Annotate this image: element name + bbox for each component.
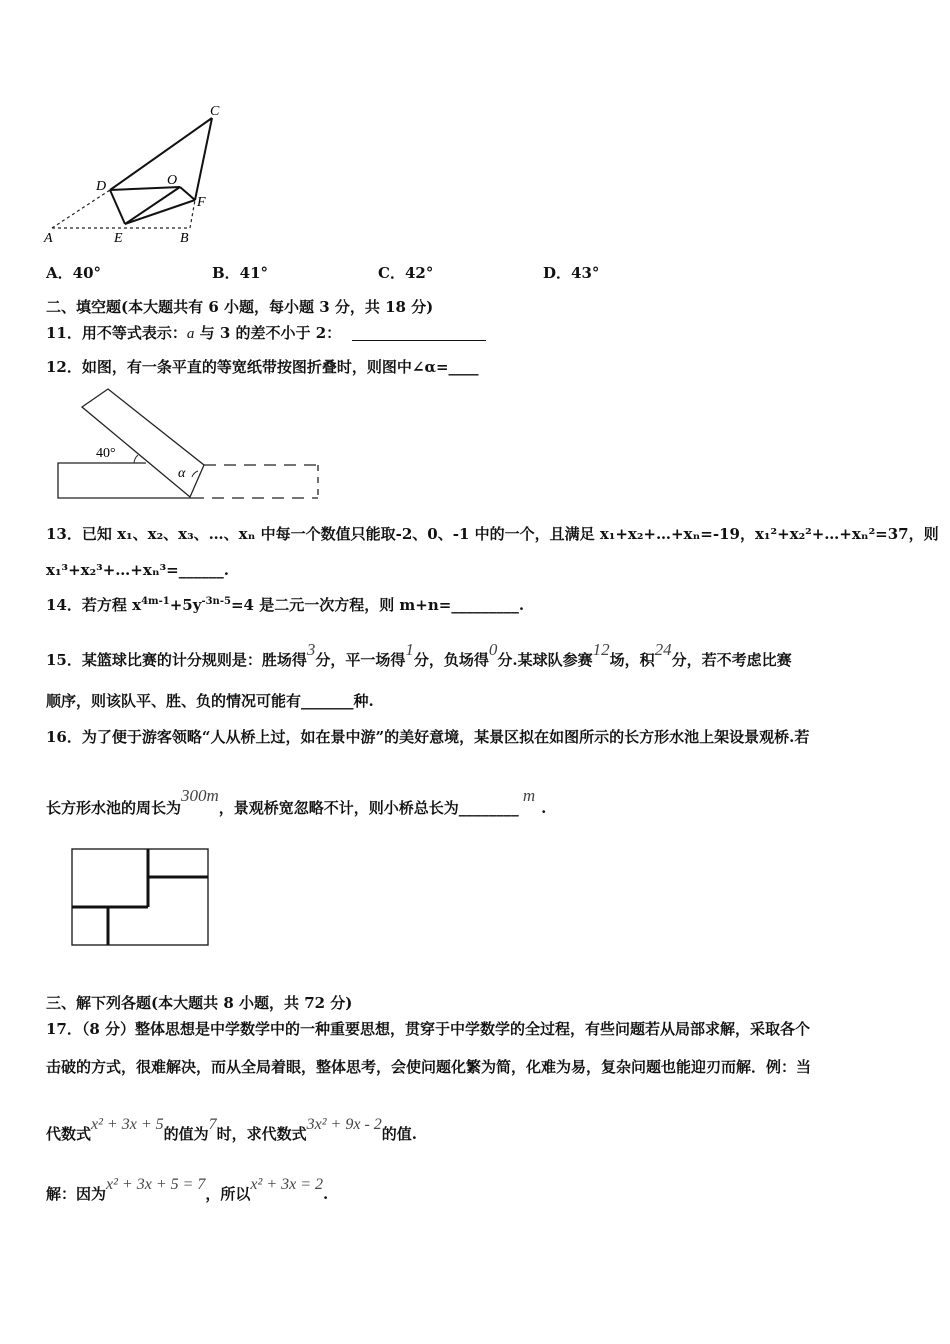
section2-title: 二、填空题(本大题共有 6 小题，每小题 3 分，共 18 分): [46, 298, 434, 316]
question-15-line1: [46, 640, 792, 670]
solution-expression-1: x² + 3x + 5 = 7: [106, 1176, 206, 1193]
question-16-line2: [46, 786, 546, 818]
q15-number: 15．: [46, 651, 82, 669]
q17-text-3b: 的值为: [163, 1125, 209, 1143]
q11-text-a: 用不等式表示：: [81, 324, 187, 342]
q13-sum2: x₁²+x₂²+…+xₙ²=37: [754, 525, 909, 543]
q16-number: 16．: [46, 728, 82, 746]
q12-number: 12．: [46, 358, 82, 376]
triangle-figure-q10: [40, 100, 240, 250]
question-13-line2: x₁³+x₂³+…+xₙ³=______.: [46, 561, 229, 579]
q17-text-3d: 的值.: [381, 1125, 417, 1143]
option-d: D．43°: [543, 264, 600, 282]
question-11: [46, 322, 486, 343]
q13-text-c: ，则: [908, 525, 939, 543]
q11-text-b: 与 3 的差不小于 2：: [194, 324, 342, 342]
q15-value-games: 12: [592, 640, 610, 659]
label-b: B: [180, 231, 189, 246]
question-12: [46, 356, 479, 377]
q16-unit: m: [522, 786, 536, 805]
label-f: F: [197, 195, 206, 210]
solution-text-a: 解：因为: [46, 1185, 107, 1203]
q13-x-list: x₁、x₂、x₃、…、xₙ: [117, 525, 256, 543]
q16-text-2a: 长方形水池的周长为: [46, 799, 182, 817]
q13-text-a: 已知: [81, 525, 118, 543]
q14-text-a: 若方程: [81, 596, 133, 614]
q13-sum1: x₁+x₂+…+xₙ=-19: [599, 525, 740, 543]
q17-number: 17．: [46, 1020, 82, 1038]
q15-value-win: 3: [306, 640, 316, 659]
option-c: C．42°: [378, 264, 434, 282]
solution-text-b: ，所以: [205, 1185, 251, 1203]
q13-text-b: 中每一个数值只能取-2、0、-1 中的一个，且满足: [255, 525, 600, 543]
q17-text-3a: 代数式: [46, 1125, 92, 1143]
q17-text-1: （8 分）整体思想是中学数学中的一种重要思想，贯穿于中学数学的全过程，有些问题若从局部求解，采取各个: [81, 1020, 811, 1038]
q15-text-1: 某篮球比赛的计分规则是：胜场得: [81, 651, 307, 669]
label-d: D: [96, 179, 107, 194]
q17-text-3c: 时，求代数式: [216, 1125, 307, 1143]
q11-number: 11．: [46, 324, 82, 342]
q17-expression-2: 3x² + 9x - 2: [306, 1116, 382, 1133]
question-17-line3: [46, 1116, 417, 1144]
q17-value: 7: [208, 1116, 217, 1133]
option-a: A．40°: [46, 264, 102, 282]
q15-value-loss: 0: [488, 640, 498, 659]
q15-text-3: 分，负场得: [413, 651, 489, 669]
solution-line: [46, 1176, 328, 1204]
alpha-label: α: [178, 466, 186, 481]
label-o: O: [167, 173, 178, 188]
q16-text-2c: .: [541, 799, 547, 817]
q15-text-2: 分，平一场得: [315, 651, 406, 669]
q14-text-b: 是二元一次方程，则 m+n=_________.: [253, 596, 525, 614]
q14-exp1: 4m-1: [141, 596, 170, 607]
q15-text-4: 分.某球队参赛: [497, 651, 593, 669]
q15-text-5: 场，积: [609, 651, 655, 669]
q14-eq-mid: +5y: [169, 596, 202, 614]
q12-text: 如图，有一条平直的等宽纸带按图折叠时，则图中∠α=____: [81, 358, 479, 376]
label-c: C: [210, 104, 220, 119]
solution-expression-2: x² + 3x = 2: [250, 1176, 324, 1193]
question-14: [46, 594, 524, 615]
q17-expression-1: x² + 3x + 5: [91, 1116, 164, 1133]
question-17-line2: 击破的方式，很难解决，而从全局着眼，整体思考，会使问题化繁为简，化难为易，复杂问题也能迎刃而解．例：当: [46, 1058, 812, 1076]
q16-perimeter: 300m: [181, 786, 219, 805]
question-13-line1: 13．已知 x₁、x₂、x₃、…、xₙ 中每一个数值只能取-2、0、-1 中的一个，且满足 x₁+x₂+…+xₙ=-19，x₁²+x₂²+…+xₙ²=37，则: [46, 525, 939, 543]
q15-value-points: 24: [654, 640, 672, 659]
question-17-line1: [46, 1018, 810, 1039]
question-16-line1: [46, 726, 809, 747]
solution-text-c: .: [323, 1185, 329, 1203]
q15-value-draw: 1: [405, 640, 414, 659]
folded-strip-figure-q12: [50, 385, 330, 510]
angle-40-label: 40°: [96, 446, 116, 461]
section3-title: 三、解下列各题(本大题共 8 小题，共 72 分): [46, 994, 353, 1012]
q14-eq-base: x: [132, 596, 142, 614]
q16-text-2b: ，景观桥宽忽略不计，则小桥总长为________: [218, 799, 519, 817]
q14-exp2: -3n-5: [201, 596, 231, 607]
q14-eq-end: =4: [230, 596, 254, 614]
option-b: B．41°: [212, 264, 269, 282]
question-15-line2: 顺序，则该队平、胜、负的情况可能有_______种.: [46, 692, 374, 710]
q11-answer-blank[interactable]: [352, 326, 486, 341]
q15-text-6: 分，若不考虑比赛: [671, 651, 792, 669]
label-e: E: [114, 231, 123, 246]
q13-number: 13．: [46, 525, 82, 543]
label-a: A: [44, 231, 53, 246]
q11-var: a: [186, 326, 195, 342]
q14-number: 14．: [46, 596, 82, 614]
pool-bridge-figure-q16: [66, 845, 216, 951]
q16-text-1: 为了便于游客领略“人从桥上过，如在景中游”的美好意境，某景区拟在如图所示的长方形水池上架设景观桥.若: [81, 728, 810, 746]
